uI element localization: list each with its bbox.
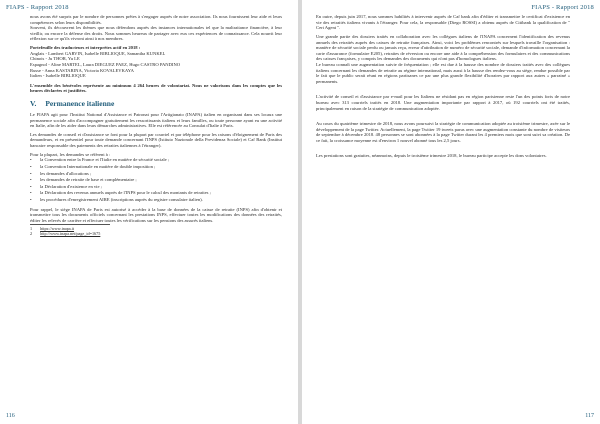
- right-page: [302, 0, 600, 424]
- section-number: V.: [30, 98, 37, 108]
- left-page: [0, 0, 298, 424]
- right-paragraph-3: Le bureau connaît une augmentation suivie de fréquentation ; elle est due à la hausse des nombre de dossiers traités avec des collègues italiens concernant les demandes de retraite au régime international, mais aussi à la hausse des rendez-vous au siège, rendue possible par le fait que le public serait réuni en régions partisanes ce par une plus grande flexibilité d'horaires par rapport aux autres « parrainé » permanents.: [316, 61, 570, 84]
- intro-paragraph-1: nous avons été surpris par le nombre de personnes prêtes à s'engager auprès de notre association. Ils nous fournissent leur aide et leurs compétences selon leurs disponibilités.: [30, 14, 282, 25]
- permanence-paragraph-1: Le FIAPA agit pour l'Institut National d'Assistance et Patronat pour l'Artigianato (INAPA) italien en organisant dans ses locaux une permanence sociale afin d'accompagner gratuitement les ressortissants italiens et leurs familles, ou toute personne ayant eu une activité en Italie, afin de les aider dans leurs démarches administratives. Elle est référencée au Consulat d'Italie à Paris.: [30, 111, 282, 129]
- translator-line: Russe - Anna KASTARINA, Victoria KOVALEVKAYA: [30, 67, 134, 73]
- translator-line: Espagnol - Aline MARTEL, Laura DIEGUEZ PAEZ, Hugo CASTRO PANDINO: [30, 61, 181, 67]
- page-number: 116: [6, 413, 15, 419]
- footnote: 2 http://www.inapa.net/page_id=1675: [30, 231, 101, 237]
- right-paragraph-1: En outre, depuis juin 2017, nous sommes habilités à intervenir auprès de Caf bank afin d'éditer et transmettre le certificat d'existence en vie des retraités italiens vivants à l'étranger. Pour cela, la responsable (Diego ROSSI) a obtenu auprès de Citibank la qualification de " Cert Agent ".: [316, 14, 570, 31]
- right-paragraph-4: L'activité de conseil et d'assistance par e-mail pour les Italiens ne résidant pas en région parisienne reste l'un des points forts de notre bureau avec 313 courriels traités en 2018. Une augmentation importante par rapport à 2017, où 192 courriels ont été traités, principalement en raison de la stratégie de communication adoptée.: [316, 94, 570, 111]
- footnote-separator: [30, 224, 110, 225]
- running-header: FIAPS - Rapport 2018: [6, 4, 69, 11]
- intro-paragraph-2: Souvent, ils découvrent les thèmes que nous défendons auprès des instances internationales tel que la maltraitance financière, à leur vieillir, ou encore la défense des droits. Nous sommes heureux de partager avec eux ces expériences de connaissance. Cela nourrit leur réflexion sur ce qu'ils vivront ainsi à nos membres.: [30, 25, 282, 42]
- translators-title: Portefeuille des traducteurs et interprètes actif en 2018 :: [30, 45, 141, 51]
- requests-intro: Pour la plupart, les demandes se réfèrent à :: [30, 151, 111, 157]
- translator-line: Anglais - Lambert GARVIN, Isabelle BIBLIOQUE, Samantha KUNKEL: [30, 50, 166, 56]
- list-item: • les demandes de retraite de base et complémentaire ;: [30, 177, 137, 183]
- right-paragraph-5: Au cours du quatrième trimestre de 2018, nous avons poursuivi la stratégie de communication adoptée au troisième trimestre, axée sur le développement de la page Twitter. Actuellement, la page Twitter 19 tweets parus avec une augmentation constante du nombre de visiteurs de septembre à décembre 2018. 48 personnes se sont abonnées à la page Twitter durant les 4 premiers mois que sont suivi sa création. De ce fait, la croissance moyenne est d'environ 1 nouvel abonné tous les 2,5 jours.: [316, 121, 570, 143]
- right-paragraph-2: Une grande partie des dossiers traités en collaboration avec les collègues italiens de l'INAPA concernent l'identification des revenus annuels des retraités auprès des caisses de retraite françaises. Ainsi, voici les problèmes rencontrés sur lesquels travaille l'organisation : manière de sécurité sociale perdu ou jamais reçu, erreur d'attribution de numéro de sécurité sociale, demande d'information concernant la carte d'assurance (formulaire E205), retraites de réversion ou encore une aide à la compréhension des formulaires et des communications des caisses françaises, y compris les demandes des documents qui n'ont pas d'homologues italiens.: [316, 33, 570, 62]
- footnote-link[interactable]: http://www.inapa.net/page_id=1675: [40, 231, 101, 237]
- list-item: • les procédures d'enregistrement AIRE (inscriptions auprès du registre consulaire italien).: [30, 197, 203, 202]
- list-item: • la Convention Internationale en matière de double imposition ;: [30, 164, 156, 170]
- list-item: • la Déclaration des revenus annuels auprès de l'INPS pour le calcul des montants de retraites ;: [30, 190, 211, 196]
- translator-line: Chinois - Ju THOR, Yu LE: [30, 56, 80, 62]
- running-header: FIAPS - Rapport 2018: [531, 4, 594, 11]
- translators-list: [30, 51, 282, 79]
- permanence-paragraph-2: Les demandes de conseil et d'assistance se font pour la plupart par courriel et par téléphone pour les raisons d'éloignement de Paris des demandeurs, et en présentiel pour toute demande concernant l'INPS (Istituto Nazionale della Previdenza Sociale) et Caf Bank (Institut bancaire responsable des paiements des retraites italiennes à l'étranger).: [30, 131, 282, 149]
- volunteers-note: L'ensemble des bénévoles représente au minimum 4 264 heures de volontariat. Nous ne valorisons dans les comptes que les heures déclarées et justifiées.: [30, 82, 282, 94]
- section-heading: [30, 99, 282, 108]
- right-paragraph-6: Les prestations sont gratuites, néanmoins, depuis le troisième trimestre 2018, le bureau participe accepte les dons volontaires.: [316, 153, 547, 159]
- requests-list: [30, 157, 282, 203]
- footnote: 1 https://www.inapa.it: [30, 226, 75, 232]
- section-title: Permanence italienne: [45, 98, 115, 108]
- page-number: 117: [585, 413, 594, 419]
- list-item: • la Déclaration d'existence en vie ;: [30, 183, 102, 189]
- closing-paragraph: Pour rappel, le siège INAPA de Paris est autorisé à accéder à la base de données de la caisse de retraite (INPS) afin d'obtenir et transmettre tous les documents officiels concernant les prestations INPS, effectuer toutes les modifications des données des retraités, éditer les relevés de carrière et effectuer toutes les vérifications sur les pensions des assurés italiens.: [30, 206, 282, 223]
- list-item: • les demandes d'allocations ;: [30, 170, 92, 176]
- translator-line: Italien - Isabelle BIBLIOQUE: [30, 73, 86, 79]
- footnote-link[interactable]: https://www.inapa.it: [40, 226, 75, 232]
- list-item: • la Convention entre la France et l'Italie en matière de sécurité sociale ;: [30, 157, 170, 163]
